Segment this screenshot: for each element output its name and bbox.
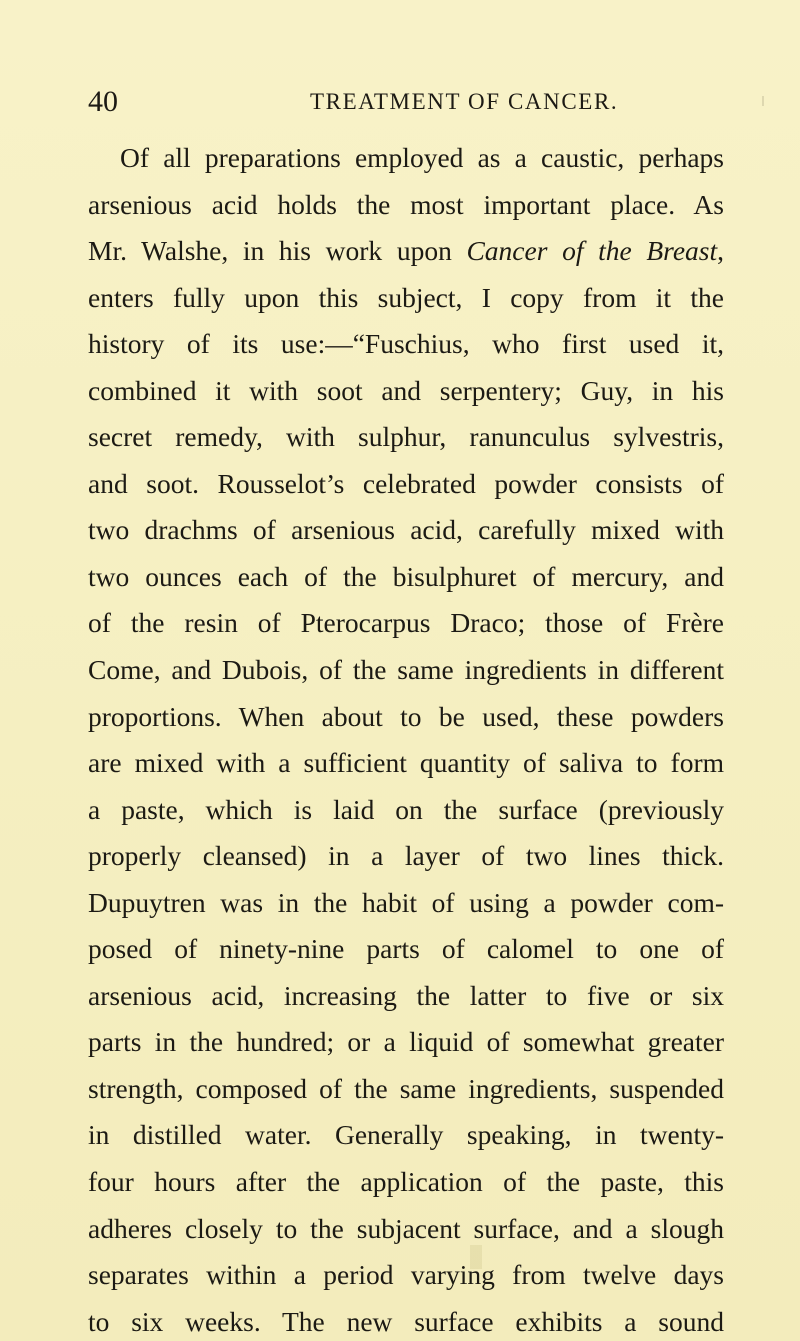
page-header <box>88 84 728 120</box>
text-punctuation: , <box>717 235 724 267</box>
text-line: four hours after the application of the paste, this <box>88 1166 724 1198</box>
text-line: Come, and Dubois, of the same ingredients in different <box>88 654 724 686</box>
text-line: properly cleansed) in a layer of two lines thick. <box>88 840 724 872</box>
text-line: in distilled water. Generally speaking, in twenty- <box>88 1119 724 1151</box>
text-line: secret remedy, with sulphur, ranunculus sylvestris, <box>88 421 724 453</box>
text-line: a paste, which is laid on the surface (previously <box>88 793 724 825</box>
text-line: of the resin of Pterocarpus Draco; those of Frère <box>88 607 724 639</box>
text-line-start: Mr. Walshe, in his work upon <box>88 235 467 267</box>
paper-mark <box>762 96 764 106</box>
text-line: Of all preparations employed as a caustic, perhaps <box>120 142 724 173</box>
text-line: arsenious acid holds the most important place. As <box>88 188 724 220</box>
text-line: history of its use:—“Fuschius, who first used it, <box>88 328 724 360</box>
text-line: combined it with soot and serpentery; Guy, in his <box>88 374 724 406</box>
text-line: adheres closely to the subjacent surface, and a slough <box>88 1212 724 1244</box>
running-head: TREATMENT OF CANCER. <box>310 89 619 114</box>
text-line: and soot. Rousselot’s celebrated powder consists of <box>88 467 724 499</box>
paper-smudge <box>470 1245 482 1269</box>
text-line: proportions. When about to be used, these powders <box>88 700 724 732</box>
text-line: parts in the hundred; or a liquid of somewhat greater <box>88 1026 724 1058</box>
book-title: Cancer of the Breast <box>466 235 718 267</box>
text-line: Dupuytren was in the habit of using a powder com- <box>88 886 724 918</box>
text-line <box>88 228 724 275</box>
text-line: are mixed with a sufficient quantity of saliva to form <box>88 747 724 779</box>
body-text <box>88 135 724 1341</box>
text-line: two ounces each of the bisulphuret of mercury, and <box>88 560 724 592</box>
text-line: enters fully upon this subject, I copy from it the <box>88 281 724 313</box>
text-line: posed of ninety-nine parts of calomel to one of <box>88 933 724 965</box>
text-line: strength, composed of the same ingredients, suspended <box>88 1072 724 1104</box>
text-line: to six weeks. The new surface exhibits a sound <box>88 1305 724 1337</box>
text-line: arsenious acid, increasing the latter to five or six <box>88 979 724 1011</box>
text-line: two drachms of arsenious acid, carefully mixed with <box>88 514 724 546</box>
page-number: 40 <box>88 85 118 118</box>
text-line: separates within a period varying from twelve days <box>88 1259 724 1291</box>
